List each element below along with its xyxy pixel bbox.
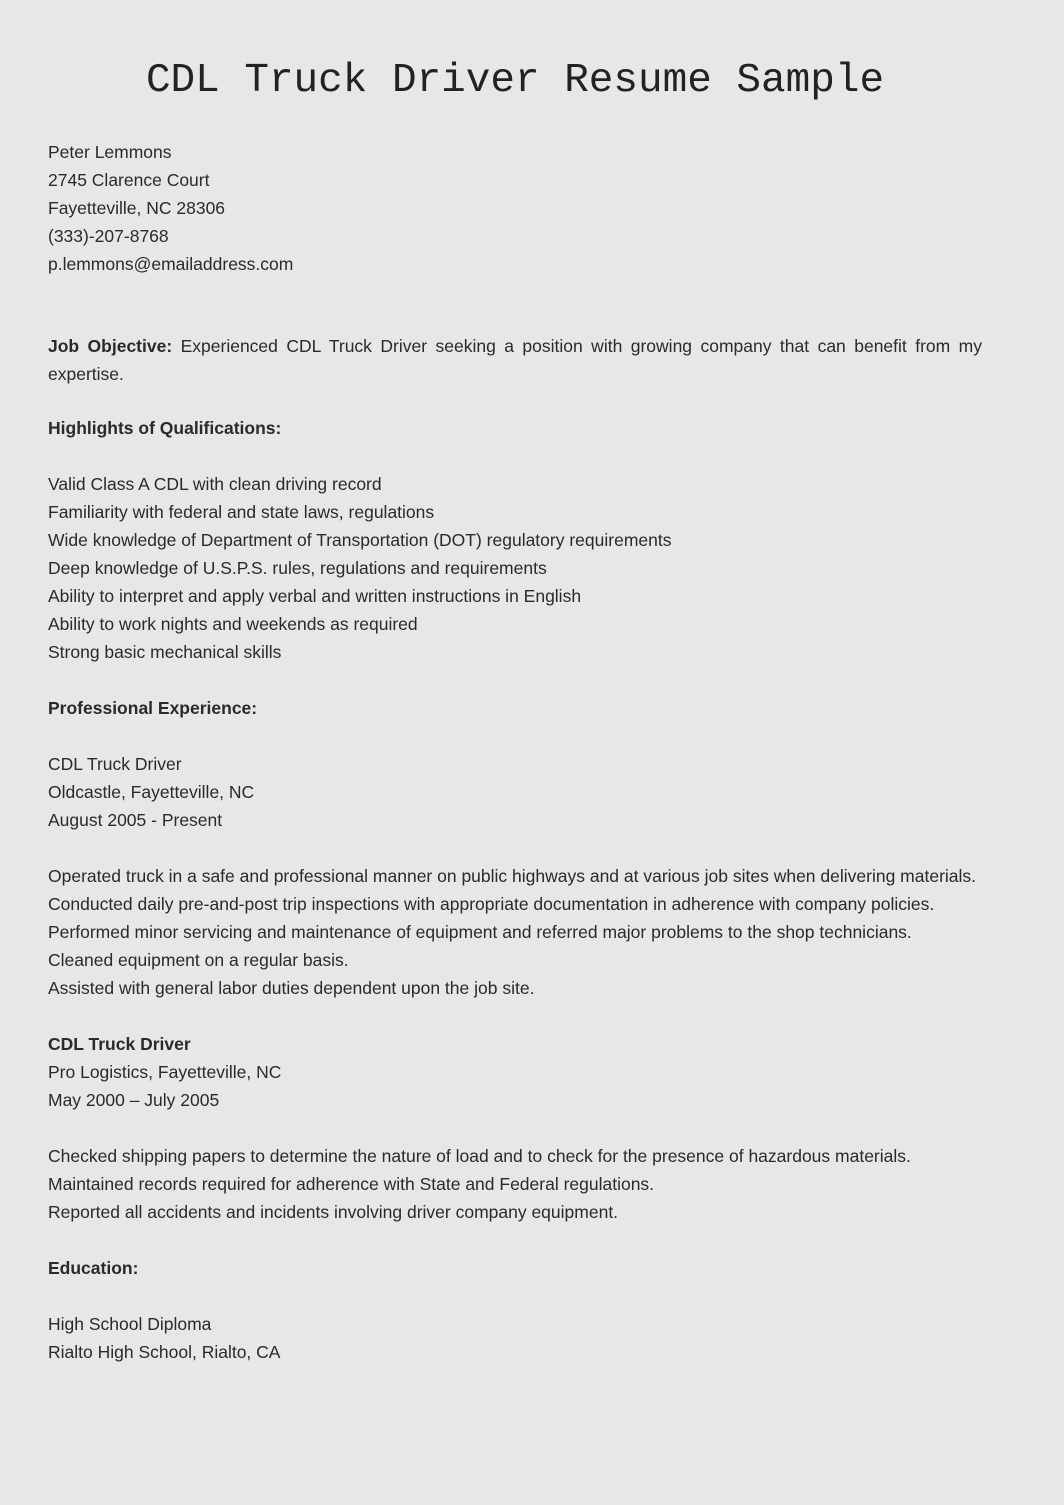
job-duty: Cleaned equipment on a regular basis. <box>48 950 349 970</box>
list-item: Valid Class A CDL with clean driving record <box>48 474 382 494</box>
contact-email: p.lemmons@emailaddress.com <box>48 254 294 274</box>
list-item: Ability to work nights and weekends as required <box>48 614 418 634</box>
contact-address: 2745 Clarence Court <box>48 170 210 190</box>
list-item: Familiarity with federal and state laws, regulations <box>48 502 435 522</box>
contact-block <box>48 138 982 278</box>
job-duty: Conducted daily pre-and-post trip inspections with appropriate documentation in adherence with company policies. <box>48 894 935 914</box>
contact-name: Peter Lemmons <box>48 142 172 162</box>
objective-text: Experienced CDL Truck Driver seeking a position with growing company that can benefit from my expertise. <box>48 336 982 384</box>
objective-label: Job Objective: <box>48 336 173 356</box>
job-duty: Assisted with general labor duties dependent upon the job site. <box>48 978 535 998</box>
job-title: CDL Truck Driver <box>48 1034 191 1054</box>
education-degree: High School Diploma <box>48 1314 212 1334</box>
contact-phone: (333)-207-8768 <box>48 226 169 246</box>
resume-body <box>48 138 982 1366</box>
job-company: Pro Logistics, Fayetteville, NC <box>48 1062 282 1082</box>
job-duty: Checked shipping papers to determine the nature of load and to check for the presence of hazardous materials. <box>48 1146 911 1166</box>
qualifications-list <box>48 470 982 666</box>
job-entry-2 <box>48 1030 982 1226</box>
list-item: Ability to interpret and apply verbal and written instructions in English <box>48 586 582 606</box>
job-dates: May 2000 – July 2005 <box>48 1090 220 1110</box>
job-entry-1 <box>48 750 982 1002</box>
contact-city: Fayetteville, NC 28306 <box>48 198 226 218</box>
job-company: Oldcastle, Fayetteville, NC <box>48 782 255 802</box>
job-duty: Reported all accidents and incidents involving driver company equipment. <box>48 1202 619 1222</box>
page-title: CDL Truck Driver Resume Sample <box>145 58 885 104</box>
job-duty: Maintained records required for adherence with State and Federal regulations. <box>48 1174 655 1194</box>
job-title: CDL Truck Driver <box>48 754 182 774</box>
list-item: Strong basic mechanical skills <box>48 642 282 662</box>
education-heading: Education: <box>48 1258 139 1278</box>
list-item: Wide knowledge of Department of Transportation (DOT) regulatory requirements <box>48 530 672 550</box>
list-item: Deep knowledge of U.S.P.S. rules, regulations and requirements <box>48 558 547 578</box>
job-duty: Performed minor servicing and maintenance of equipment and referred major problems to the shop technicians. <box>48 922 912 942</box>
job-objective <box>48 332 982 388</box>
qualifications-heading: Highlights of Qualifications: <box>48 418 282 438</box>
job-duty: Operated truck in a safe and professional manner on public highways and at various job sites when delivering materials. <box>48 866 977 886</box>
experience-heading: Professional Experience: <box>48 698 258 718</box>
job-dates: August 2005 - Present <box>48 810 223 830</box>
education-school: Rialto High School, Rialto, CA <box>48 1342 281 1362</box>
